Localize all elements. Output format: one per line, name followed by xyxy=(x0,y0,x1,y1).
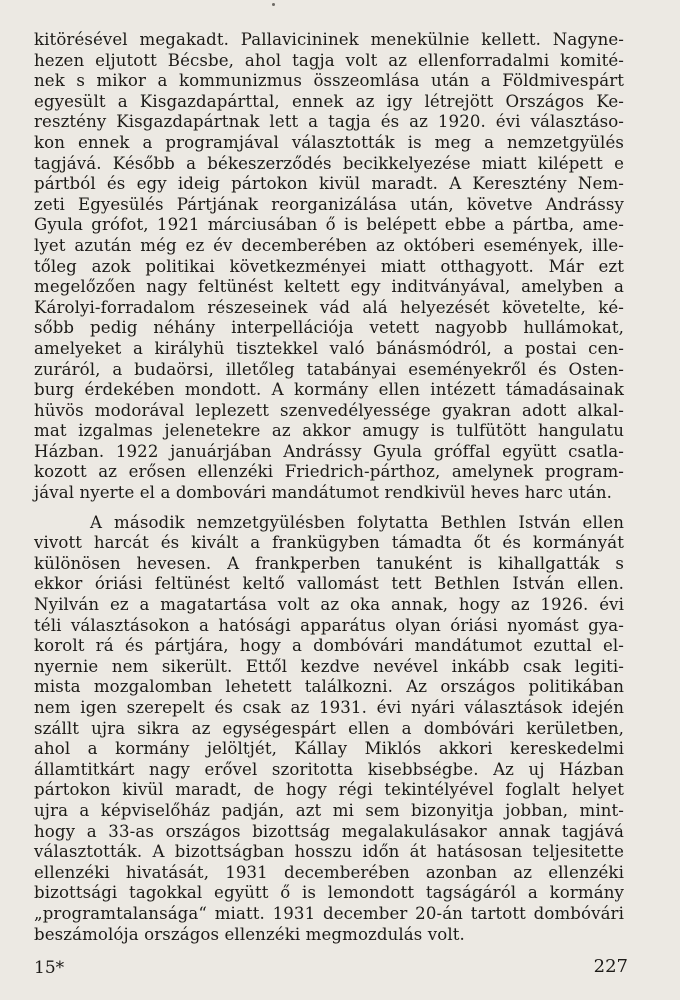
text-line: téli választásokon a hatósági apparátus olyan óriási nyomást gya- xyxy=(34,615,624,635)
text-line: pártból és egy ideig pártokon kivül maradt. A Keresztény Nem- xyxy=(34,174,624,194)
text-line: „programtalansága“ miatt. 1931 december 20-án tartott dombóvári xyxy=(34,903,624,923)
text-line: korolt rá és pártjára, hogy a dombóvári mandátumot ezuttal el- xyxy=(34,636,624,656)
text-line: Házban. 1922 januárjában Andrássy Gyula gróffal együtt csatla- xyxy=(34,441,624,461)
text-line: beszámolója országos ellenzéki megmozdulás volt. xyxy=(34,924,465,944)
text-line: tőleg azok politikai következményei miatt otthagyott. Már ezt xyxy=(34,256,624,276)
text-line: vivott harcát és kivált a frankügyben támadta őt és kormányát xyxy=(34,533,624,553)
text-line: kon ennek a programjával választották is meg a nemzetgyülés xyxy=(34,132,624,152)
text-line: kozott az erősen ellenzéki Friedrich-párthoz, amelynek program- xyxy=(34,462,624,482)
text-line: Gyula grófot, 1921 márciusában ő is belépett ebbe a pártba, ame- xyxy=(34,215,624,235)
text-line: jával nyerte el a dombovári mandátumot rendkivül heves harc után. xyxy=(34,483,612,503)
text-line: egyesült a Kisgazdapárttal, ennek az igy létrejött Országos Ke- xyxy=(34,91,624,111)
text-line: lyet azután még ez év decemberében az októberi események, ille- xyxy=(34,235,624,255)
text-line: amelyeket a királyhü tisztekkel való bánásmódról, a postai cen- xyxy=(34,338,624,358)
book-page-text xyxy=(34,30,624,945)
paragraph-1 xyxy=(34,30,624,504)
page-footer xyxy=(34,956,628,982)
text-line: mat izgalmas jelenetekre az akkor amugy is tulfütött hangulatu xyxy=(34,421,624,441)
text-line: nyernie nem sikerült. Ettől kezdve nevével inkább csak legiti- xyxy=(34,656,624,676)
text-line: szállt ujra sikra az egységespárt ellen a dombóvári kerületben, xyxy=(34,718,624,738)
text-line: zeti Egyesülés Pártjának reorganizálása után, követve Andrássy xyxy=(34,194,624,214)
text-line: Nyilván ez a magatartása volt az oka annak, hogy az 1926. évi xyxy=(34,595,624,615)
text-line: sőbb pedig néhány interpellációja vetett nagyobb hullámokat, xyxy=(34,318,624,338)
text-line: kitörésével megakadt. Pallavicininek menekülnie kellett. Nagyne- xyxy=(34,30,624,49)
text-line: különösen hevesen. A frankperben tanuként is kihallgatták s xyxy=(34,553,624,573)
text-line: tagjává. Később a békeszerződés becikkelyezése miatt kilépett e xyxy=(34,153,624,173)
text-line: nek s mikor a kommunizmus összeomlása után a Földmivespárt xyxy=(34,71,624,91)
text-line: Károlyi-forradalom részeseinek vád alá helyezését követelte, ké- xyxy=(34,297,624,317)
text-line: ujra a képviselőház padján, azt mi sem bizonyitja jobban, mint- xyxy=(34,800,624,820)
text-line: A második nemzetgyülésben folytatta Bethlen István ellen xyxy=(90,512,624,532)
text-line: hüvös modorával leplezett szenvedélyessége gyakran adott alkal- xyxy=(34,400,624,420)
paragraph-gap xyxy=(34,504,624,513)
text-line: nem igen szerepelt és csak az 1931. évi nyári választások idején xyxy=(34,698,624,717)
text-line: ahol a kormány jelöltjét, Kállay Miklós akkori kereskedelmi xyxy=(34,739,624,759)
text-line: ekkor óriási feltünést keltő vallomást tett Bethlen István ellen. xyxy=(34,574,624,594)
text-line: ellenzéki hivatását, 1931 decemberében azonban az ellenzéki xyxy=(34,862,624,882)
text-line: hezen eljutott Bécsbe, ahol tagja volt az ellenforradalmi komité- xyxy=(34,50,624,70)
text-line: resztény Kisgazdapártnak lett a tagja és az 1920. évi választáso- xyxy=(34,112,624,132)
text-line: pártokon kivül maradt, de hogy régi tekintélyével foglalt helyet xyxy=(34,780,624,800)
page-number: 227 xyxy=(593,956,628,977)
text-line: mista mozgalomban lehetett találkozni. Az országos politikában xyxy=(34,677,624,697)
text-line: bizottsági tagokkal együtt ő is lemondott tagságáról a kormány xyxy=(34,883,624,903)
text-line: hogy a 33-as országos bizottság megalakulásakor annak tagjává xyxy=(34,821,624,841)
text-line: választották. A bizottságban hosszu időn át hatásosan teljesitette xyxy=(34,842,624,862)
paper-speck xyxy=(272,3,275,6)
text-line: megelőzően nagy feltünést keltett egy inditványával, amelyben a xyxy=(34,277,624,297)
text-line: burg érdekében mondott. A kormány ellen intézett támadásainak xyxy=(34,380,624,400)
paragraph-2 xyxy=(34,513,624,945)
printer-signature-mark: 15* xyxy=(34,958,65,978)
text-line: zuráról, a budaörsi, illetőleg tatabányai eseményekről és Osten- xyxy=(34,359,624,379)
text-line: államtitkárt nagy erővel szoritotta kisebbségbe. Az uj Házban xyxy=(34,759,624,779)
